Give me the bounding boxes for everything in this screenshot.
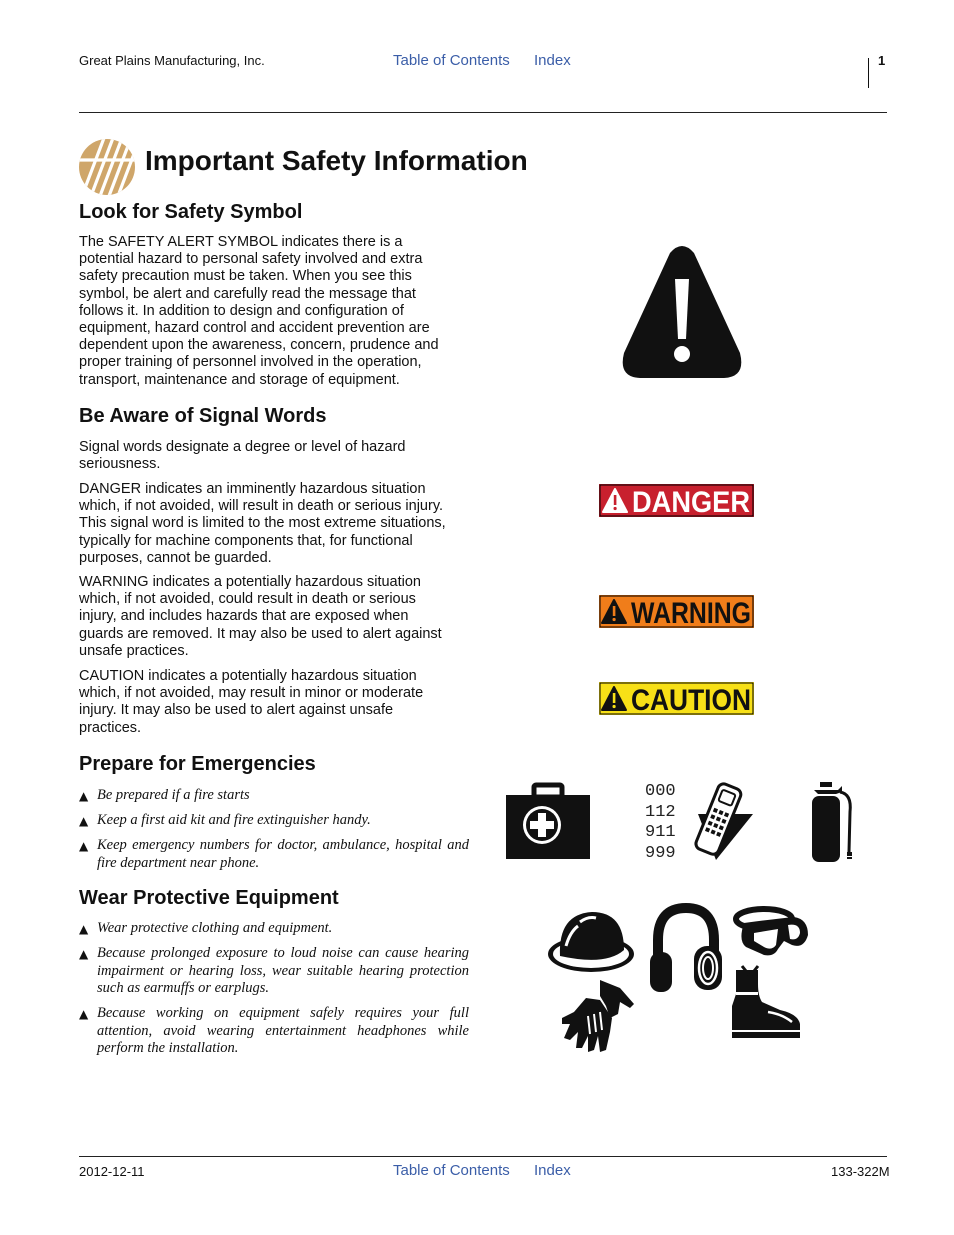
safety-symbol-paragraph: The SAFETY ALERT SYMBOL indicates there is a potential hazard to personal safety involved and extra safety precaution must be taken. When you see this symbol, be alert and carefully read the message that follows it. In addition to design and configuration of equipment, hazard control and accident prevention are dependent upon the awareness, concern, prudence and proper training of personnel involved in the operation, transport, maintenance and storage of equipment. [79, 234, 439, 388]
page-number: 1 [878, 53, 886, 68]
fire-extinguisher-icon [808, 782, 854, 862]
safety-goggles-icon [734, 905, 810, 963]
emergency-number: 999 [645, 844, 676, 863]
hard-hat-icon [546, 910, 636, 974]
footer-date: 2012-12-11 [79, 1164, 145, 1179]
company-logo-icon [78, 138, 136, 196]
list-item: ▲ Be prepared if a fire starts [79, 787, 250, 803]
page-title: Important Safety Information [145, 145, 528, 176]
header-divider [868, 58, 869, 88]
list-item: ▲ Because working on equipment safely requires your full attention, avoid wearing entertainment headphones while perform the installation. [79, 1005, 469, 1056]
heading-protective-equipment: Wear Protective Equipment [79, 887, 339, 909]
warning-sign-label: WARNING [631, 597, 751, 630]
safety-alert-icon [620, 245, 744, 379]
heading-signal-words: Be Aware of Signal Words [79, 405, 327, 427]
footer-doc-number: 133-322M [831, 1164, 890, 1179]
danger-sign-label: DANGER [632, 486, 751, 519]
gloves-icon [560, 978, 636, 1054]
list-item: ▲ Wear protective clothing and equipment. [79, 920, 333, 936]
emergency-number: 000 [645, 782, 676, 801]
company-name: Great Plains Manufacturing, Inc. [79, 53, 265, 68]
emergency-number: 112 [645, 803, 676, 822]
protective-list [79, 920, 469, 1065]
caution-sign [599, 682, 754, 715]
danger-sign [599, 484, 754, 517]
list-item: ▲ Because prolonged exposure to loud noise can cause hearing impairment or hearing loss, wear suitable hearing protection such as earmuffs or earplugs. [79, 945, 469, 996]
ear-muffs-icon [650, 906, 722, 992]
emergency-phone-icon [644, 780, 756, 862]
warning-sign [599, 595, 754, 628]
heading-emergencies: Prepare for Emergencies [79, 753, 316, 775]
list-item: ▲ Keep emergency numbers for doctor, ambulance, hospital and fire department near phone. [79, 837, 469, 871]
caution-sign-label: CAUTION [631, 684, 751, 717]
warning-paragraph: WARNING indicates a potentially hazardous situation which, if not avoided, could result in death or serious injury, and includes hazards that are exposed when guards are removed. It may also be used to alert against unsafe practices. [79, 574, 442, 659]
safety-boot-icon [728, 966, 802, 1038]
header-rule [79, 112, 887, 113]
signal-words-intro: Signal words designate a degree or level of hazard seriousness. [79, 439, 406, 473]
first-aid-kit-icon [506, 783, 590, 859]
danger-paragraph: DANGER indicates an imminently hazardous situation which, if not avoided, will result in death or serious injury. This signal word is limited to the most extreme situations, typically for machine components that, for functional purposes, cannot be guarded. [79, 481, 446, 566]
caution-paragraph: CAUTION indicates a potentially hazardous situation which, if not avoided, may result in minor or moderate injury. It may also be used to alert against unsafe practices. [79, 668, 424, 736]
footer-toc-link[interactable]: Table of Contents [393, 1162, 510, 1179]
header-toc-link[interactable]: Table of Contents [393, 52, 510, 69]
header-index-link[interactable]: Index [534, 52, 571, 69]
emergency-number: 911 [645, 823, 676, 842]
heading-safety-symbol: Look for Safety Symbol [79, 201, 303, 223]
footer-index-link[interactable]: Index [534, 1162, 571, 1179]
footer-rule [79, 1156, 887, 1157]
emergencies-list [79, 787, 469, 880]
list-item: ▲ Keep a first aid kit and fire extinguisher handy. [79, 812, 371, 828]
